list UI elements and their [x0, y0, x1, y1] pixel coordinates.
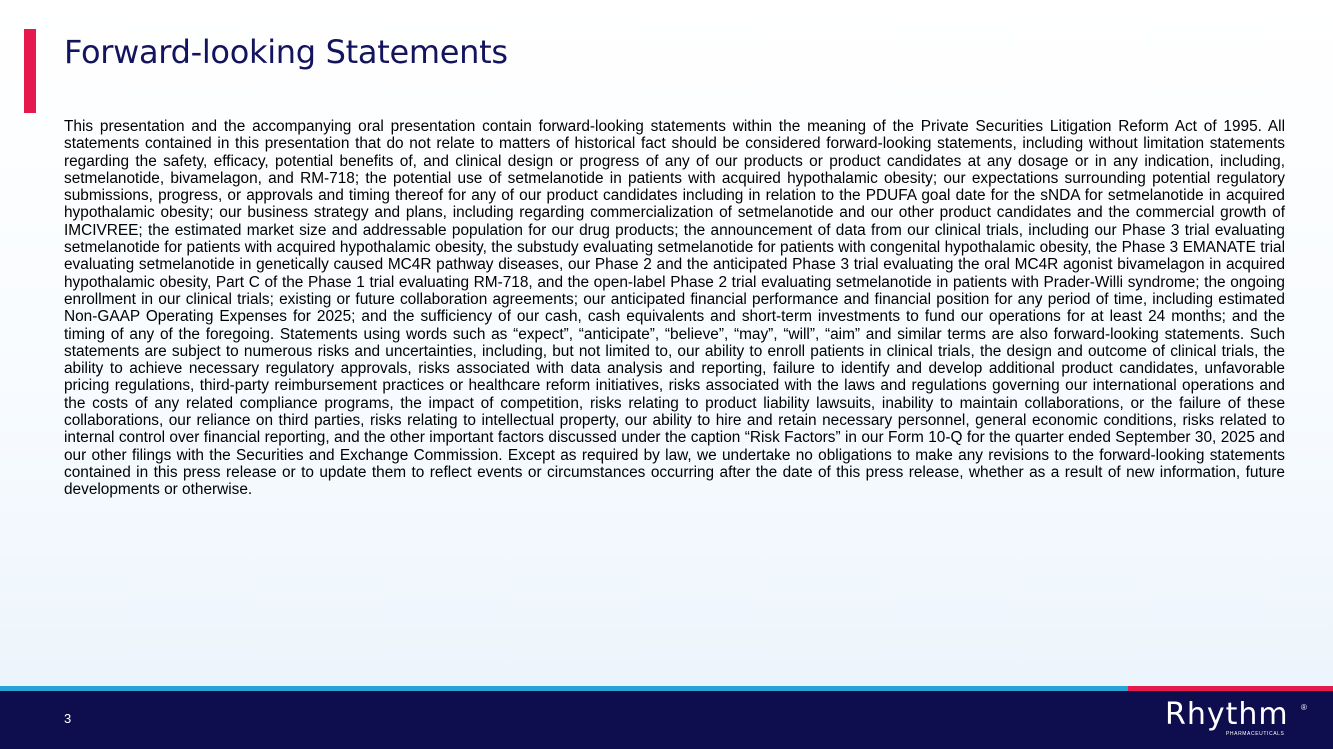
registered-mark: ® — [1301, 703, 1307, 712]
forward-looking-statement-text: This presentation and the accompanying oral presentation contain forward-looking statements within the meaning of the Private Securities Litigation Reform Act of 1995. All statements contained in this presentation that do not relate to matters of historical fact should be considered forward-looking statements, including without limitation statements regarding the safety, efficacy, potential benefits of, and clinical design or progress of any of our products or product candidates at any dosage or in any indication, including, setmelanotide, bivamelagon, and RM-718; the potential use of setmelanotide in patients with acquired hypothalamic obesity; our expectations surrounding potential regulatory submissions, progress, or approvals and timing thereof for any of our product candidates including in relation to the PDUFA goal date for the sNDA for setmelanotide in acquired hypothalamic obesity; our business strategy and plans, including regarding commercialization of setmelanotide and our other product candidates and the commercial growth of IMCIVREE; the estimated market size and addressable population for our drug products; the announcement of data from our clinical trials, including our Phase 3 trial evaluating setmelanotide for patients with acquired hypothalamic obesity, the substudy evaluating setmelanotide for patients with congenital hypothalamic obesity, the Phase 3 EMANATE trial evaluating setmelanotide in genetically caused MC4R pathway diseases, our Phase 2 and the anticipated Phase 3 trial evaluating the oral MC4R agonist bivamelagon in acquired hypothalamic obesity, Part C of the Phase 1 trial evaluating RM-718, and the open-label Phase 2 trial evaluating setmelanotide in patients with Prader-Willi syndrome; the ongoing enrollment in our clinical trials; existing or future collaboration agreements; our anticipated financial performance and financial position for any period of time, including estimated Non-GAAP Operating Expenses for 2025; and the sufficiency of our cash, cash equivalents and short-term investments to fund our operations for at least 24 months; and the timing of any of the foregoing. Statements using words such as “expect”, “anticipate”, “believe”, “may”, “will”, “aim” and similar terms are also forward-looking statements. Such statements are subject to numerous risks and uncertainties, including, but not limited to, our ability to enroll patients in clinical trials, the design and outcome of clinical trials, the ability to achieve necessary regulatory approvals, risks associated with data analysis and reporting, failure to identify and develop additional product candidates, unfavorable pricing regulations, third-party reimbursement practices or healthcare reform initiatives, risks associated with the laws and regulations governing our international operations and the costs of any related compliance programs, the impact of competition, risks relating to product liability lawsuits, inability to maintain collaborations, or the failure of these collaborations, our reliance on third parties, risks relating to intellectual property, our ability to hire and retain necessary personnel, general economic conditions, risks related to internal control over financial reporting, and the other important factors discussed under the caption “Risk Factors” in our Form 10-Q for the quarter ended September 30, 2025 and our other filings with the Securities and Exchange Commission. Except as required by law, we undertake no obligations to make any revisions to the forward-looking statements contained in this press release or to update them to reflect events or circumstances occurring after the date of this press release, whether as a result of new information, future developments or otherwise. — [64, 118, 1285, 499]
footer-bar — [0, 691, 1333, 749]
title-accent-bar — [24, 29, 36, 113]
rhythm-logo — [1163, 698, 1313, 742]
page-number: 3 — [64, 711, 72, 726]
slide-title: Forward-looking Statements — [64, 33, 508, 71]
logo-subtitle: PHARMACEUTICALS — [1226, 731, 1285, 737]
logo-wordmark: Rhythm — [1165, 697, 1289, 732]
